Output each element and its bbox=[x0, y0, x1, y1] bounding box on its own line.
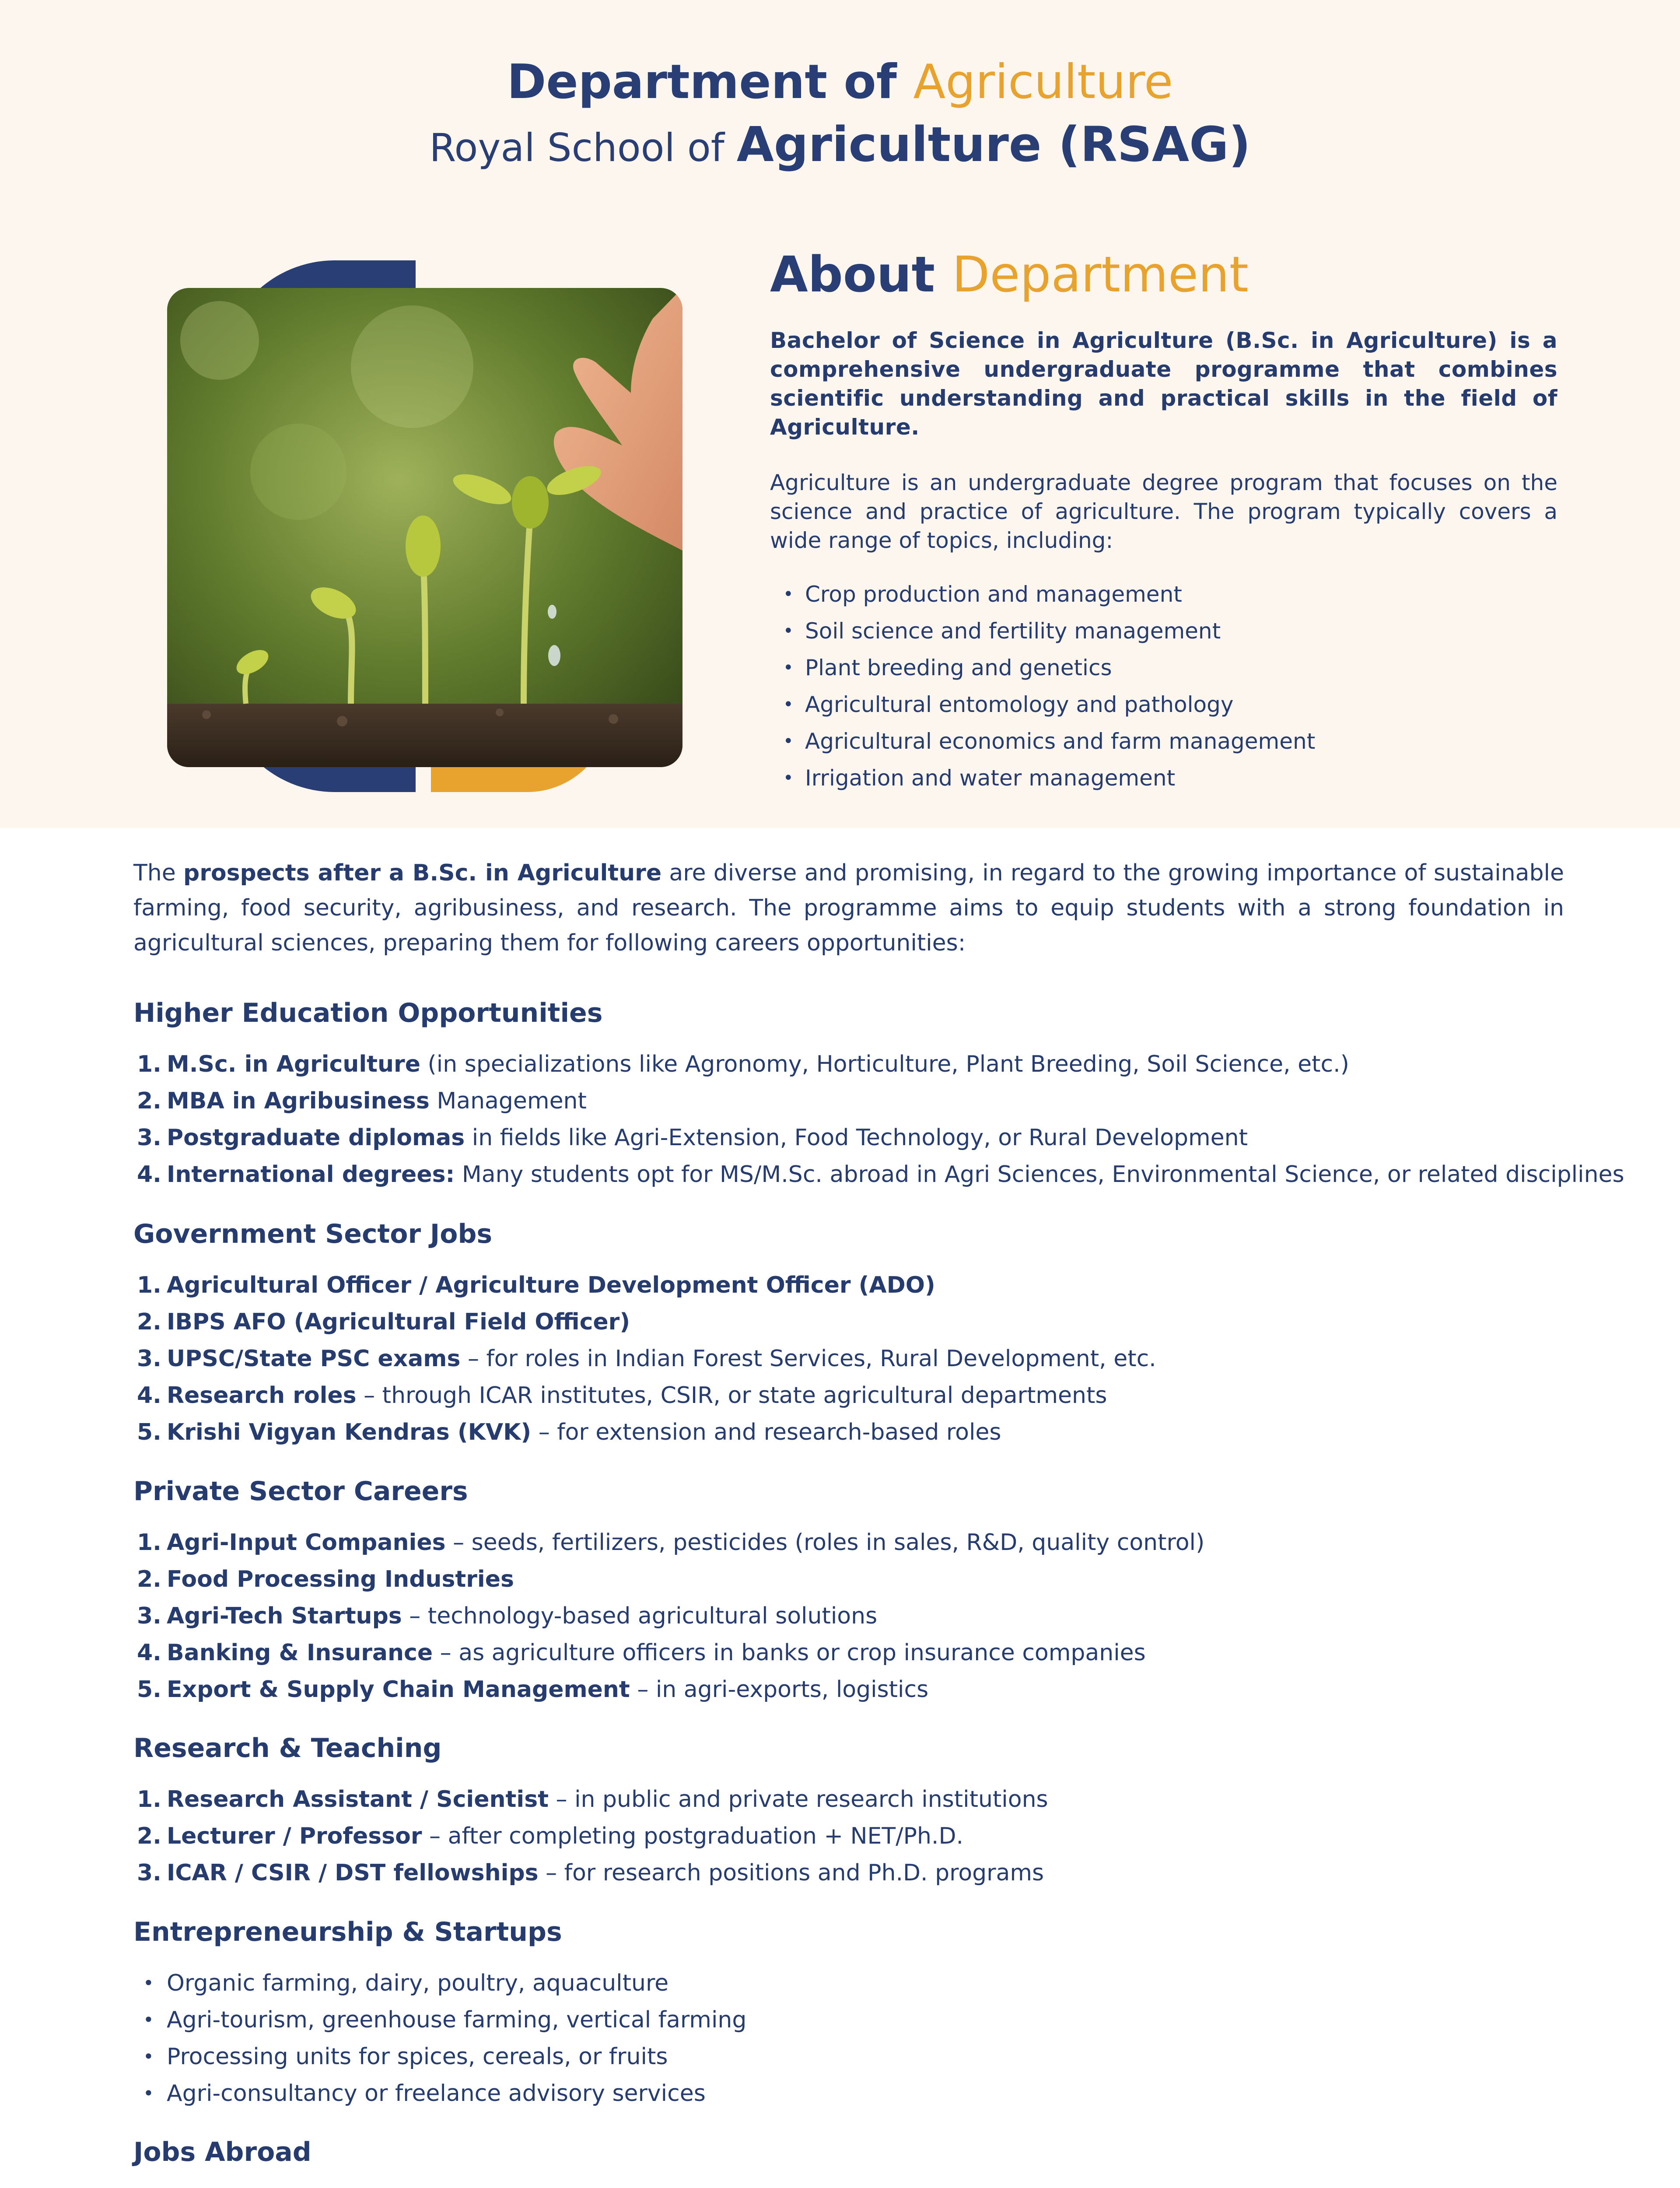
list-item bbox=[133, 1855, 1621, 1891]
item-number: 4. bbox=[137, 1161, 161, 1188]
list-item bbox=[133, 1340, 1621, 1377]
list-item: • Processing units for spices, cereals, or fruits bbox=[133, 2038, 1621, 2075]
item-rest: (in specializations like Agronomy, Horticulture, Plant Breeding, Soil Science, etc.) bbox=[420, 1051, 1349, 1077]
about-paragraph-1: Bachelor of Science in Agriculture (B.Sc. in Agriculture) is a comprehensive undergraduate programme that combines scientific understanding and practical skills in the field of Agriculture. bbox=[770, 328, 1558, 440]
entrepreneurship-heading: Entrepreneurship & Startups bbox=[133, 1917, 562, 1947]
item-strong: International degrees: bbox=[167, 1161, 455, 1188]
item-number: 1. bbox=[137, 1051, 161, 1077]
item-rest: Management bbox=[429, 1088, 587, 1114]
list-item bbox=[133, 2185, 1621, 2188]
page-title bbox=[0, 52, 1680, 113]
prospects-intro bbox=[133, 856, 1564, 961]
list-item bbox=[133, 1156, 1624, 1193]
item-strong: Food Processing Industries bbox=[167, 1566, 514, 1592]
intro-bold: prospects after a B.Sc. in Agriculture bbox=[183, 860, 662, 886]
title-part1: Department of bbox=[507, 55, 897, 109]
list-item bbox=[133, 1598, 1621, 1634]
item-rest: – through ICAR institutes, CSIR, or state agricultural departments bbox=[356, 1382, 1107, 1409]
item-rest: – seeds, fertilizers, pesticides (roles in sales, R&D, quality control) bbox=[445, 1529, 1205, 1556]
item-number: 4. bbox=[137, 1382, 161, 1409]
about-heading-part1: About bbox=[770, 246, 935, 303]
item-number: 3. bbox=[137, 1603, 161, 1629]
list-item bbox=[133, 1377, 1621, 1414]
private-careers-list bbox=[133, 1524, 1621, 1708]
item-number: 1. bbox=[137, 1786, 161, 1813]
item-strong: M.Sc. in Agriculture bbox=[167, 1051, 420, 1077]
list-item bbox=[133, 1304, 1621, 1340]
item-rest: – technology-based agricultural solutions bbox=[402, 1603, 878, 1629]
higher-education-heading: Higher Education Opportunities bbox=[133, 998, 603, 1028]
list-item bbox=[133, 1634, 1621, 1671]
item-strong: Research Assistant / Scientist bbox=[167, 1786, 549, 1813]
private-careers-heading: Private Sector Careers bbox=[133, 1476, 468, 1507]
item-rest: – for extension and research-based roles bbox=[531, 1419, 1001, 1445]
item-strong: Export & Supply Chain Management bbox=[167, 1676, 630, 1703]
item-rest: – in public and private research institutions bbox=[549, 1786, 1048, 1813]
item-strong: Lecturer / Professor bbox=[167, 1823, 422, 1849]
list-item: • Plant breeding and genetics bbox=[783, 649, 1527, 686]
government-jobs-list bbox=[133, 1267, 1621, 1451]
intro-post: are diverse and promising, in regard to the growing importance of sustainable farming, food security, agribusiness, and research. The programme aims to equip students with a strong foundation in agricultural sciences, preparing them for following careers opportunities: bbox=[133, 860, 1564, 956]
item-strong: ICAR / CSIR / DST fellowships bbox=[167, 1860, 539, 1886]
list-item bbox=[133, 1671, 1621, 1708]
item-strong: MBA in Agribusiness bbox=[167, 1088, 430, 1114]
item-number: 3. bbox=[137, 1860, 161, 1886]
item-rest: – for roles in Indian Forest Services, Rural Development, etc. bbox=[460, 1346, 1156, 1372]
jobs-abroad-list bbox=[133, 2185, 1621, 2188]
item-number: 1. bbox=[137, 1529, 161, 1556]
research-teaching-heading: Research & Teaching bbox=[133, 1733, 442, 1764]
list-item: • Agri-consultancy or freelance advisory services bbox=[133, 2075, 1621, 2112]
item-strong: IBPS AFO (Agricultural Field Officer) bbox=[167, 1309, 630, 1335]
list-item bbox=[133, 1119, 1621, 1156]
list-item: • Agricultural entomology and pathology bbox=[783, 686, 1527, 723]
list-item: • Crop production and management bbox=[783, 576, 1527, 613]
list-item: • Irrigation and water management bbox=[783, 760, 1527, 796]
government-jobs-heading: Government Sector Jobs bbox=[133, 1219, 493, 1249]
item-strong: Banking & Insurance bbox=[167, 1640, 433, 1666]
list-item bbox=[133, 1414, 1621, 1451]
about-heading bbox=[770, 242, 1249, 308]
item-strong: Agricultural Officer / Agriculture Development Officer (ADO) bbox=[167, 1272, 935, 1298]
entrepreneurship-list bbox=[133, 1965, 1621, 2112]
item-number: 2. bbox=[137, 1088, 161, 1114]
title-part2: Agriculture bbox=[913, 55, 1173, 109]
about-heading-part2: Department bbox=[952, 246, 1249, 303]
jobs-abroad-heading: Jobs Abroad bbox=[133, 2137, 312, 2167]
list-item bbox=[133, 1267, 1621, 1304]
item-number: 5. bbox=[137, 1676, 161, 1703]
about-paragraph-2: Agriculture is an undergraduate degree program that focuses on the science and practice of agriculture. The program typically covers a wide range of topics, including: bbox=[770, 470, 1558, 553]
list-item bbox=[133, 1524, 1621, 1561]
list-item bbox=[133, 1818, 1621, 1855]
item-rest: – for research positions and Ph.D. programs bbox=[538, 1860, 1044, 1886]
item-rest: – after completing postgraduation + NET/Ph.D. bbox=[422, 1823, 964, 1849]
list-item bbox=[133, 1083, 1621, 1119]
list-item bbox=[133, 1781, 1621, 1818]
subtitle-part2: Agriculture (RSAG) bbox=[736, 116, 1251, 172]
item-number: 1. bbox=[137, 1272, 161, 1298]
list-item bbox=[133, 1561, 1621, 1598]
item-rest: in fields like Agri-Extension, Food Technology, or Rural Development bbox=[465, 1125, 1248, 1151]
item-strong: Agri-Input Companies bbox=[167, 1529, 446, 1556]
item-number: 2. bbox=[137, 1823, 161, 1849]
intro-pre: The bbox=[133, 860, 183, 886]
item-number: 3. bbox=[137, 1125, 161, 1151]
item-strong: UPSC/State PSC exams bbox=[167, 1346, 461, 1372]
item-number: 3. bbox=[137, 1346, 161, 1372]
seedlings-photo bbox=[167, 288, 682, 767]
item-rest: – as agriculture officers in banks or crop insurance companies bbox=[433, 1640, 1146, 1666]
item-strong: Agri-Tech Startups bbox=[167, 1603, 402, 1629]
item-number: 2. bbox=[137, 1309, 161, 1335]
research-teaching-list bbox=[133, 1781, 1621, 1891]
subtitle-part1: Royal School of bbox=[429, 125, 724, 170]
item-strong: Research roles bbox=[167, 1382, 357, 1409]
page-subtitle bbox=[0, 116, 1680, 176]
item-number: 4. bbox=[137, 1640, 161, 1666]
list-item: • Soil science and fertility management bbox=[783, 613, 1527, 649]
item-strong: Postgraduate diplomas bbox=[167, 1125, 465, 1151]
list-item: • Organic farming, dairy, poultry, aquaculture bbox=[133, 1965, 1621, 2002]
item-strong: Krishi Vigyan Kendras (KVK) bbox=[167, 1419, 532, 1445]
topics-list bbox=[783, 576, 1527, 796]
item-number: 5. bbox=[137, 1419, 161, 1445]
item-rest: – in agri-exports, logistics bbox=[630, 1676, 929, 1703]
item-rest: Many students opt for MS/M.Sc. abroad in Agri Sciences, Environmental Science, or related disciplines bbox=[455, 1161, 1624, 1188]
list-item: • Agri-tourism, greenhouse farming, vertical farming bbox=[133, 2002, 1621, 2038]
list-item: • Agricultural economics and farm management bbox=[783, 723, 1527, 760]
higher-education-list bbox=[133, 1046, 1624, 1193]
item-number: 2. bbox=[137, 1566, 161, 1592]
list-item bbox=[133, 1046, 1621, 1083]
